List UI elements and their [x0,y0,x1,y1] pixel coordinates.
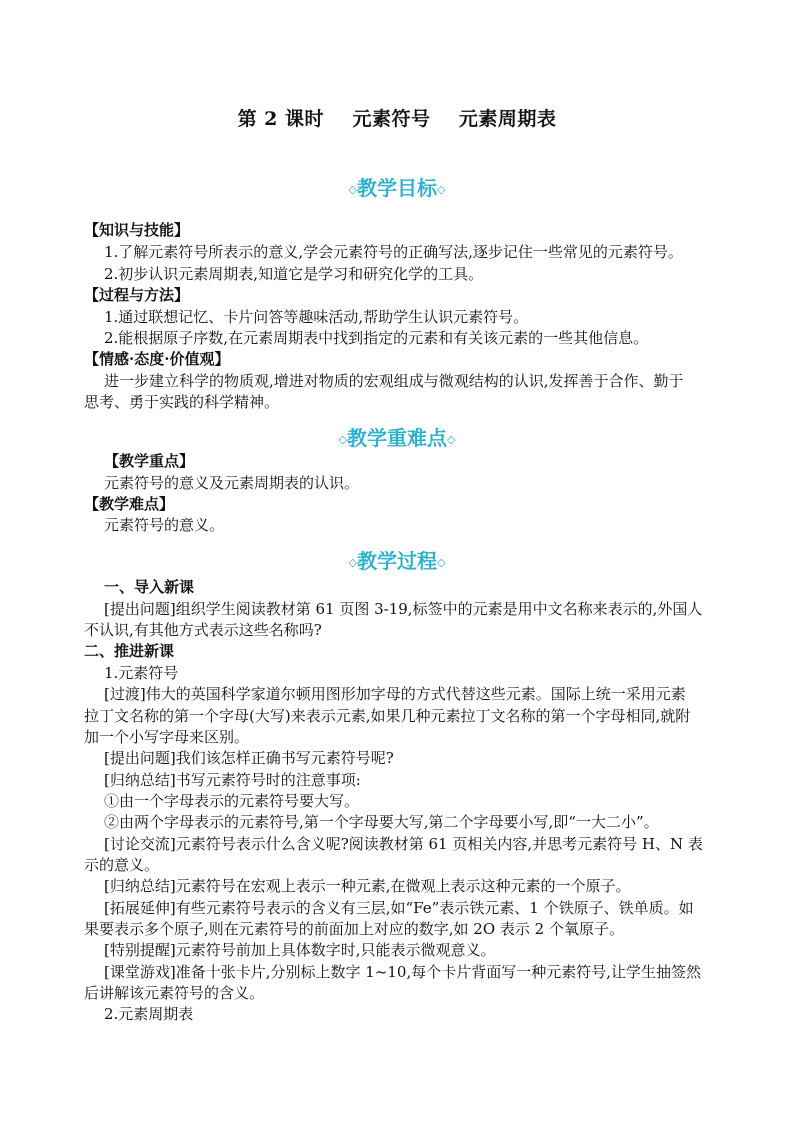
difficulty-text: 元素符号的意义。 [104,516,225,534]
paragraph-line: 后讲解该元素符号的含义。 [84,984,265,1002]
section-objectives-label: 教学目标 [357,176,437,200]
subsection-title: 2.元素周期表 [104,1005,194,1023]
paragraph-line: [特别提醒]元素符号前加上具体数字时,只能表示微观意义。 [104,941,496,959]
paragraph-line: 拉丁文名称的第一个字母(大写)来表示元素,如果几种元素拉丁文名称的第一个字母相同,就附 [84,707,691,725]
focus-text: 元素符号的意义及元素周期表的认识。 [104,474,360,492]
paragraph-line: [讨论交流]元素符号表示什么含义呢?阅读教材第 61 页相关内容,并思考元素符号 H、N 表 [104,835,703,853]
paragraph-line: [课堂游戏]准备十张卡片,分别标上数字 1~10,每个卡片背面写一种元素符号,让学生抽签然 [104,963,701,981]
paragraph-line: [过渡]伟大的英国科学家道尔顿用图形加字母的方式代替这些元素。国际上统一采用元素 [104,685,686,703]
knowledge-heading: 【知识与技能】 [84,221,190,239]
section-process-label: 教学过程 [357,549,437,573]
paragraph-line: 果要表示多个原子,则在元素符号的前面加上对应的数字,如 2O 表示 2 个氧原子。 [84,920,624,938]
process-heading-intro: 一、导入新课 [104,578,195,596]
process-method-heading: 【过程与方法】 [84,286,190,304]
subsection-title: 1.元素符号 [104,664,179,682]
paragraph-line: ②由两个字母表示的元素符号,第一个字母要大写,第二个字母要小写,即“一大二小”。 [104,813,659,831]
difficulty-heading: 【教学难点】 [84,495,175,513]
objective-text: 1.通过联想记忆、卡片问答等趣味活动,帮助学生认识元素符号。 [104,308,529,326]
section-process [0,545,794,574]
process-heading-advance: 二、推进新课 [84,642,175,660]
objective-text: 进一步建立科学的物质观,增进对物质的宏观组成与微观结构的认识,发挥善于合作、勤于 [104,372,684,390]
diamond-icon: ◇ [437,556,446,569]
diamond-icon: ◇ [348,556,357,569]
paragraph-line: [归纳总结]书写元素符号时的注意事项: [104,771,361,789]
paragraph-line: [提出问题]组织学生阅读教材第 61 页图 3-19,标签中的元素是用中文名称来表示的,外国人 [104,600,703,618]
section-key-points [0,422,794,451]
diamond-icon: ◇ [338,433,347,446]
objective-text: 2.能根据原子序数,在元素周期表中找到指定的元素和有关该元素的一些其他信息。 [104,329,649,347]
section-objectives [0,172,794,201]
objective-text: 1.了解元素符号所表示的意义,学会元素符号的正确写法,逐步记住一些常见的元素符号。 [104,243,683,261]
emotion-heading: 【情感·态度·价值观】 [84,350,230,368]
paragraph-line: 加一个小写字母来区别。 [84,728,250,746]
page-title: 第 2 课时 元素符号 元素周期表 [237,108,557,130]
paragraph-line: [拓展延伸]有些元素符号表示的含义有三层,如“Fe”表示铁元素、1 个铁原子、铁单质。如 [104,899,694,917]
section-key-points-label: 教学重难点 [347,426,447,450]
objective-text: 2.初步认识元素周期表,知道它是学习和研究化学的工具。 [104,265,484,283]
paragraph-line: 不认识,有其他方式表示这些名称吗? [84,621,322,639]
diamond-icon: ◇ [437,183,446,196]
focus-heading: 【教学重点】 [104,452,195,470]
paragraph-line: [归纳总结]元素符号在宏观上表示一种元素,在微观上表示这种元素的一个原子。 [104,877,631,895]
paragraph-line: [提出问题]我们该怎样正确书写元素符号呢? [104,749,394,767]
objective-text: 思考、勇于实践的科学精神。 [84,393,280,411]
paragraph-line: 示的意义。 [84,856,160,874]
diamond-icon: ◇ [447,433,456,446]
paragraph-line: ①由一个字母表示的元素符号要大写。 [104,792,360,810]
diamond-icon: ◇ [348,183,357,196]
